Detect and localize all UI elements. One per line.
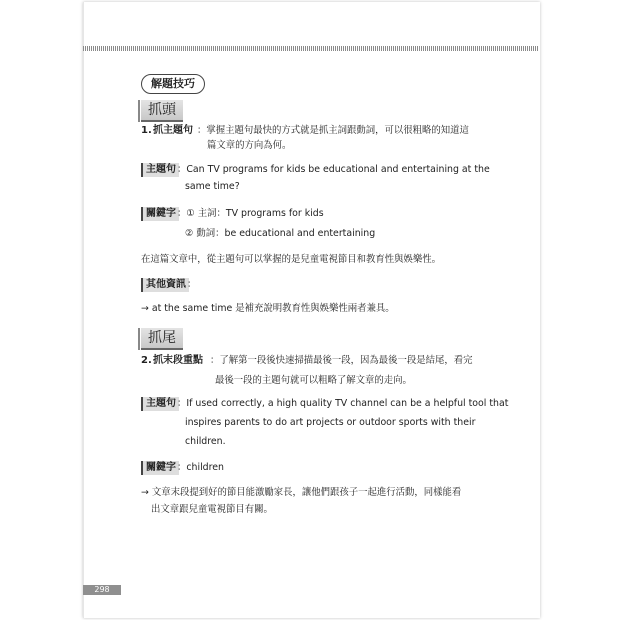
part2-desc-line1: ：了解第一段後快速掃描最後一段，因為最後一段是結尾，看完 (210, 355, 473, 366)
part1-summary: 在這篇文章中，從主題句可以掌握的是兒童電視節目和教育性與娛樂性。 (141, 254, 442, 265)
section-title: 解題技巧 (141, 74, 205, 94)
part2-heading: 抓末段重點 (153, 355, 203, 366)
top-dotted-rule (83, 46, 538, 51)
part2-topic-line3: children. (185, 436, 226, 447)
part1-desc-line1: ：掌握主題句最快的方式就是抓主詞跟動詞，可以很粗略的知道這 (197, 125, 469, 136)
part1-topic-line2: same time? (185, 181, 240, 192)
part2-keyword-text: ：children (177, 462, 224, 473)
part1-topic-label: 主題句 (141, 163, 179, 177)
part2-topic-label: 主題句 (141, 397, 179, 411)
part1-desc-line2: 篇文章的方向為何。 (207, 140, 292, 151)
part1-other-colon: ： (187, 279, 197, 290)
part1-number: 1. (141, 125, 152, 136)
page-number: 298 (83, 585, 121, 595)
part2-note-line1: → 文章末段提到好的節目能激勵家長，讓他們跟孩子一起進行活動，同樣能看 (141, 487, 462, 498)
part2-desc-line2: 最後一段的主題句就可以粗略了解文章的走向。 (215, 375, 412, 386)
part1-keyword-label: 關鍵字 (141, 207, 179, 221)
part1-other-label: 其他資訊 (141, 278, 189, 292)
part2-note-line2: 出文章跟兒童電視節目有關。 (151, 504, 273, 515)
tab-zhuatou: 抓頭 (141, 100, 183, 122)
part1-other-text: → at the same time 是補充說明教育性與娛樂性兩者兼具。 (141, 303, 395, 314)
part1-keyword-1: ：① 主詞：TV programs for kids (177, 208, 324, 219)
part2-topic-line1: ：If used correctly, a high quality TV channel can be a helpful tool that (177, 398, 509, 409)
part1-topic-line1: ：Can TV programs for kids be educational and entertaining at the (177, 164, 490, 175)
part2-number: 2. (141, 355, 152, 366)
part2-keyword-label: 關鍵字 (141, 461, 179, 475)
part1-keyword-2: ② 動詞：be educational and entertaining (185, 228, 376, 239)
part2-topic-line2: inspires parents to do art projects or outdoor sports with their (185, 417, 476, 428)
tab-zhuawei: 抓尾 (141, 328, 183, 350)
part1-heading: 抓主題句 (153, 125, 193, 136)
